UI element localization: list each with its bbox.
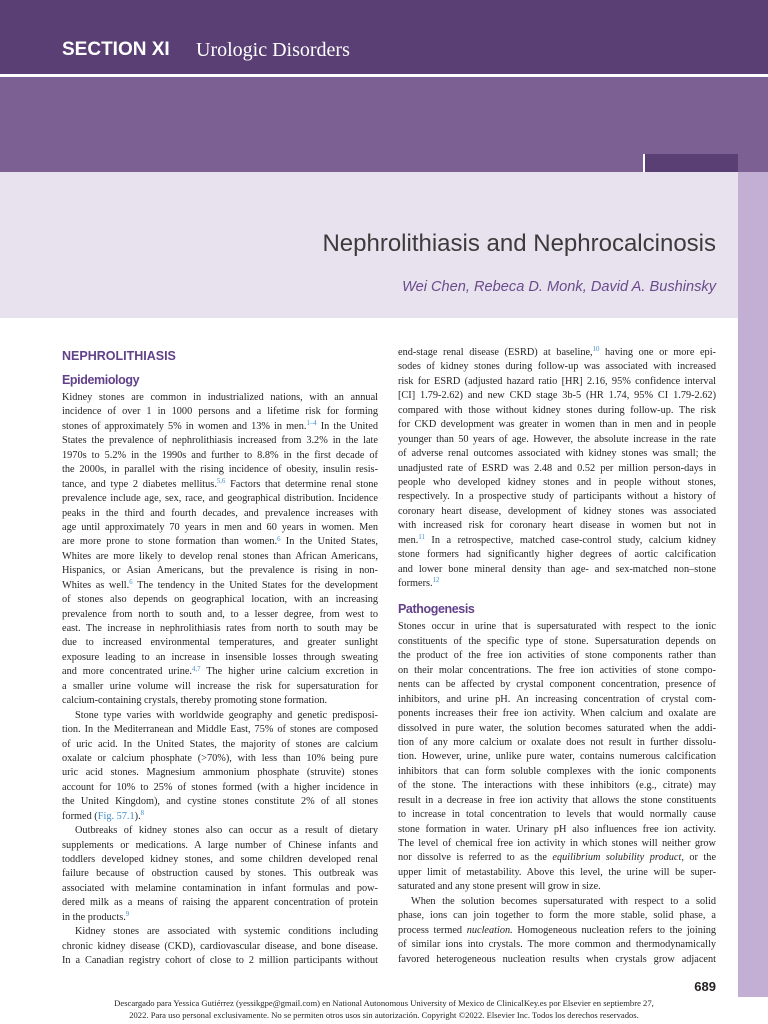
text-line bbox=[62, 752, 378, 766]
text-run: Factors that determine renal stone bbox=[225, 478, 378, 490]
text-run: Hispanics, or Asian Americans, but the prevalence is rising in non- bbox=[62, 565, 378, 577]
text-line bbox=[398, 476, 716, 490]
text-run: end-stage renal disease (ESRD) at baseline, bbox=[398, 347, 593, 358]
text-run: result in a decrease in free ion activity that allows the stone constituents bbox=[398, 794, 716, 806]
figure-link[interactable]: Fig. 57.1 bbox=[97, 810, 135, 822]
text-run: a smaller urine volume will increase the risk for supersaturation for bbox=[62, 680, 378, 692]
text-line bbox=[62, 824, 378, 838]
text-line bbox=[398, 490, 716, 504]
text-line bbox=[398, 678, 716, 692]
text-run: saturated and any stone present will grow in size. bbox=[398, 881, 601, 893]
text-line bbox=[62, 680, 378, 694]
page-number: 689 bbox=[694, 979, 716, 994]
section-label: SECTION XI bbox=[62, 39, 170, 60]
text-line bbox=[398, 360, 716, 374]
text-run: account for 10% to 25% of stones formed (with a higher incidence in bbox=[62, 781, 378, 793]
text-line bbox=[398, 664, 716, 678]
text-run: and lower bone mineral density than age- and sex-matched non–stone bbox=[398, 563, 716, 575]
text-run: and more concentrated urine. bbox=[62, 666, 193, 678]
text-line bbox=[398, 519, 716, 533]
text-line bbox=[398, 447, 716, 461]
text-line bbox=[62, 593, 378, 607]
section-header-band bbox=[0, 0, 768, 74]
text-run: Stones occur in urine that is supersaturated with respect to the ionic bbox=[398, 621, 716, 633]
text-line bbox=[62, 478, 378, 492]
text-line bbox=[62, 896, 378, 910]
text-run: The level of chemical free ion activity in which stones will neither grow bbox=[398, 838, 716, 849]
text-line bbox=[398, 880, 716, 894]
text-run: 1970s to 5.2% in the 1990s and further to 8.8% in the first decade of bbox=[62, 449, 378, 461]
text-line bbox=[398, 736, 716, 750]
text-run: of similar ions into crystals. The more common and thermodynamically bbox=[398, 939, 716, 951]
text-run: uric acid stones. Magnesium ammonium phosphate (struvite) stones bbox=[62, 767, 378, 779]
paragraph bbox=[62, 925, 378, 968]
text-line bbox=[398, 722, 716, 736]
text-line bbox=[398, 895, 716, 909]
text-line bbox=[398, 851, 716, 865]
text-run: stones of approximately 5% in women and 13% in men. bbox=[62, 420, 307, 432]
text-run: of uric acid. In the United States, the majority of stones are calcium bbox=[62, 738, 378, 750]
text-run: ). bbox=[134, 810, 141, 822]
text-line bbox=[62, 492, 378, 506]
citation-superscript[interactable]: 9 bbox=[125, 911, 130, 919]
text-line bbox=[398, 823, 716, 837]
text-run: formed ( bbox=[62, 810, 98, 822]
text-line bbox=[398, 938, 716, 952]
text-run: In a retrospective, matched case-control study, calcium kidney bbox=[424, 534, 716, 546]
text-line bbox=[62, 535, 378, 549]
text-run: [CI] 1.79-2.62) and new CKD stage 3b-5 (HR 1.74, 95% CI 1.79-2.62) bbox=[398, 390, 716, 402]
text-run: The tendency in the United States for the development bbox=[132, 579, 378, 591]
text-run: of adverse renal outcomes associated with kidney stones was small; the bbox=[398, 448, 716, 460]
text-run: prevalence include age, sex, race, and geographical distribution. Incidence bbox=[62, 493, 378, 505]
footer-line: Descargado para Yessica Gutiérrez (yessikgpe@gmail.com) en National Autonomous University of Mexico de ClinicalKey.es por Elsevier en septiembre 27, bbox=[114, 998, 654, 1008]
text-line bbox=[398, 620, 716, 634]
text-line bbox=[62, 622, 378, 636]
text-run: stone formation in water. Urinary pH also influences free ion activity. bbox=[398, 823, 716, 835]
text-run: compared with those without kidney stones during follow-up. The risk bbox=[398, 404, 716, 416]
text-run: nor dissolve is referred to as the bbox=[398, 852, 553, 864]
text-run: inhibitors that can form soluble complexes with the ionic components bbox=[398, 765, 716, 777]
text-run: Kidney stones are associated with systemic conditions including bbox=[75, 926, 378, 938]
text-run: associated with melamine contamination in infant formulas and pow- bbox=[62, 882, 378, 894]
text-run: tion. In the Mediterranean and Middle East, 75% of stones are composed bbox=[62, 724, 378, 736]
text-run: peaks in the third and fourth decades, and prevalence increases with bbox=[62, 507, 378, 519]
text-run: nents can be affected by crystal component concentration, presence of bbox=[398, 679, 716, 691]
text-run: constituents of the specific type of stone. Supersaturation depends on bbox=[398, 635, 716, 647]
text-run: process termed bbox=[398, 924, 467, 936]
text-line bbox=[62, 651, 378, 665]
text-line bbox=[62, 839, 378, 853]
text-line bbox=[398, 462, 716, 476]
text-run: on their molar concentrations. The free ion activities of stone compo- bbox=[398, 664, 716, 676]
paragraph bbox=[62, 824, 378, 925]
text-line bbox=[62, 709, 378, 723]
subsection-heading: Pathogenesis bbox=[398, 602, 475, 617]
text-run: coronary heart disease, development of kidney stones was associated bbox=[398, 505, 716, 517]
text-run: prevalence from north to south and, to a lesser degree, from west to bbox=[62, 608, 378, 620]
text-line bbox=[62, 882, 378, 896]
text-run: Whites as well. bbox=[62, 579, 130, 591]
text-run: exposure leading to an increase in insensible losses through sweating bbox=[62, 651, 378, 663]
text-run: sodes of kidney stones during follow-up was associated with increased bbox=[398, 361, 716, 373]
text-line bbox=[62, 694, 378, 708]
citation-superscript[interactable]: 5,6 bbox=[216, 478, 226, 486]
section-title: Urologic Disorders bbox=[196, 39, 350, 61]
chapter-band bbox=[0, 77, 768, 172]
side-tab-strip bbox=[738, 172, 768, 997]
text-run: tance, and type 2 diabetes mellitus. bbox=[62, 478, 217, 490]
paragraph bbox=[398, 895, 716, 967]
text-line bbox=[398, 837, 716, 851]
text-run: States the prevalence of nephrolithiasis increased from 3.2% in the late bbox=[62, 435, 378, 447]
text-run: the product of the free ion activities of stone components rather than bbox=[398, 650, 716, 662]
citation-superscript[interactable]: 6 bbox=[277, 535, 281, 543]
text-run: upper limit of metastability. Above this level, the urine will be super- bbox=[398, 866, 716, 878]
text-run: due to increased environmental temperatures, and greater sunlight bbox=[62, 637, 378, 649]
text-run: or the bbox=[683, 852, 716, 864]
text-run: stone formers had significantly higher degrees of aortic calcification bbox=[398, 549, 716, 561]
text-run: calcium-containing crystals, thereby promoting stone formation. bbox=[62, 695, 328, 707]
text-run: age until approximately 70 years in men and 60 years in women. Men bbox=[62, 521, 378, 533]
text-line bbox=[398, 707, 716, 721]
text-line bbox=[62, 449, 378, 463]
text-run: In the United States, bbox=[280, 536, 378, 548]
text-run: toddlers developed kidney stones, and some children developed renal bbox=[62, 854, 378, 865]
text-line bbox=[398, 693, 716, 707]
text-line bbox=[62, 391, 378, 405]
text-line bbox=[62, 738, 378, 752]
text-line bbox=[398, 563, 716, 577]
right-column bbox=[398, 346, 716, 967]
text-line bbox=[398, 953, 716, 967]
emphasis-text: nucleation. bbox=[466, 924, 513, 936]
paragraph bbox=[62, 391, 378, 709]
text-line bbox=[62, 521, 378, 535]
text-line bbox=[62, 911, 378, 925]
text-line bbox=[398, 404, 716, 418]
text-line bbox=[62, 940, 378, 954]
text-run: younger than 50 years of age. However, the absolute increase in the rate bbox=[398, 433, 716, 445]
text-line bbox=[62, 405, 378, 419]
text-line bbox=[62, 564, 378, 578]
citation-superscript[interactable]: 6 bbox=[129, 579, 133, 587]
text-line bbox=[398, 548, 716, 562]
text-run: In the United bbox=[316, 420, 378, 432]
text-run: respectively. In a prospective study of participants without a history of bbox=[398, 491, 716, 503]
text-line bbox=[398, 433, 716, 447]
text-line bbox=[398, 649, 716, 663]
citation-superscript[interactable]: 1–4 bbox=[306, 420, 317, 428]
text-line bbox=[398, 635, 716, 649]
text-line bbox=[398, 418, 716, 432]
text-line bbox=[62, 579, 378, 593]
text-line bbox=[62, 853, 378, 867]
text-line bbox=[398, 375, 716, 389]
text-run: In a Canadian registry cohort of close to 2 million participants without bbox=[62, 955, 378, 967]
footer-line: 2022. Para uso personal exclusivamente. No se permiten otros usos sin autorización. Copyright ©2022. Elsevier Inc. Todos los derechos reservados. bbox=[129, 1010, 639, 1020]
text-line bbox=[62, 420, 378, 434]
text-run: of stones also depends on geographical location, with an increasing bbox=[62, 594, 378, 606]
text-run: When the solution becomes supersaturated with respect to a solid bbox=[411, 895, 716, 907]
text-line bbox=[398, 808, 716, 822]
text-line bbox=[62, 665, 378, 679]
text-run: to increase in total concentration to levels that would normally cause bbox=[398, 809, 716, 821]
text-run: incidence of over 1 in 1000 persons and a lifetime risk for forming bbox=[62, 406, 378, 418]
text-run: of the stone. The interactions with these inhibitors (e.g., citrate) may bbox=[398, 780, 716, 792]
text-line bbox=[62, 507, 378, 521]
text-line bbox=[62, 867, 378, 881]
text-line bbox=[62, 463, 378, 477]
footer-copyright bbox=[0, 997, 768, 1021]
section-heading: NEPHROLITHIASIS bbox=[62, 349, 176, 363]
text-line bbox=[398, 389, 716, 403]
paragraph bbox=[398, 346, 716, 591]
text-line bbox=[398, 866, 716, 880]
text-run: inhibitors, and urine pH. An increasing concentration of crystal com- bbox=[398, 693, 716, 705]
citation-superscript[interactable]: 8 bbox=[140, 810, 145, 818]
text-line bbox=[398, 909, 716, 923]
text-run: supplements or medications. A large number of Chinese infants and bbox=[62, 839, 378, 851]
text-line bbox=[398, 750, 716, 764]
citation-superscript[interactable]: 4,7 bbox=[192, 665, 201, 673]
text-line bbox=[398, 346, 716, 360]
text-line bbox=[398, 534, 716, 548]
text-run: Homogeneous nucleation refers to the joining bbox=[512, 924, 716, 936]
text-run: failure because of obstruction caused by stones. This outbreak was bbox=[62, 868, 378, 880]
citation-superscript[interactable]: 10 bbox=[592, 346, 600, 354]
text-run: for CKD development was greater in women than in men and in people bbox=[398, 419, 716, 431]
text-run: Outbreaks of kidney stones also can occur as a result of dietary bbox=[75, 825, 378, 837]
text-line bbox=[62, 810, 378, 824]
citation-superscript[interactable]: 12 bbox=[432, 577, 440, 585]
text-run: people who developed kidney stones and in people without stones, bbox=[398, 476, 716, 488]
text-line bbox=[62, 608, 378, 622]
text-run: phase, ions can join together to form the more stable, solid phase, a bbox=[398, 910, 716, 922]
text-line bbox=[62, 723, 378, 737]
text-run: tion of any more calcium or oxalate does not result in further dissolu- bbox=[398, 736, 716, 748]
subsection-heading: Epidemiology bbox=[62, 373, 140, 387]
text-line bbox=[398, 505, 716, 519]
text-line bbox=[62, 795, 378, 809]
text-run: dered milk as a means of raising the apparent concentration of protein bbox=[62, 897, 378, 909]
text-run: unadjusted rate of ESRD was 2.48 and 0.52 per million person-days in bbox=[398, 462, 716, 474]
text-line bbox=[62, 550, 378, 564]
text-run: dissolved in pure water, the solution becomes saturated when the addi- bbox=[398, 722, 716, 734]
text-run: the United Kingdom), and cystine stones constitute 2% of all stones bbox=[62, 796, 378, 808]
text-run: are more prone to stone formation than women. bbox=[62, 536, 278, 548]
text-line bbox=[62, 925, 378, 939]
citation-superscript[interactable]: 11 bbox=[418, 534, 425, 542]
text-line bbox=[398, 577, 716, 591]
text-run: having one or more epi- bbox=[599, 347, 716, 358]
text-line bbox=[398, 924, 716, 938]
text-run: tion. However, urine, unlike pure water, contains numerous calcification bbox=[398, 751, 716, 763]
text-run: the 2000s, in parallel with the rising incidence of obesity, insulin resis- bbox=[62, 464, 378, 476]
text-line bbox=[398, 765, 716, 779]
text-run: in the products. bbox=[62, 911, 126, 923]
text-run: Stone type varies with worldwide geography and genetic predisposi- bbox=[75, 709, 378, 721]
text-run: east. The increase in nephrolithiasis rates from north to south may be bbox=[62, 623, 378, 634]
text-line bbox=[62, 766, 378, 780]
text-run: ponents increases their free ion activity. When calcium and oxalate are bbox=[398, 708, 716, 720]
paragraph bbox=[398, 620, 716, 894]
text-run: formers. bbox=[398, 578, 433, 589]
text-line bbox=[62, 781, 378, 795]
text-run: with increased risk for coronary heart disease in women but not in bbox=[398, 520, 716, 532]
text-run: Kidney stones are common in industrialized nations, with an annual bbox=[62, 392, 378, 403]
left-column bbox=[62, 348, 378, 969]
paragraph bbox=[62, 709, 378, 825]
text-run: chronic kidney disease (CKD), cardiovascular disease, and bone disease. bbox=[62, 940, 378, 952]
text-run: favored heterogeneous nucleation results when crystals grow adjacent bbox=[398, 953, 716, 965]
text-line bbox=[398, 794, 716, 808]
text-run: Whites are more likely to develop renal stones than African Americans, bbox=[62, 550, 378, 562]
text-line bbox=[62, 434, 378, 448]
text-line bbox=[62, 636, 378, 650]
chapter-authors: Wei Chen, Rebeca D. Monk, David A. Bushinsky bbox=[402, 279, 716, 295]
chapter-title: Nephrolithiasis and Nephrocalcinosis bbox=[322, 230, 716, 257]
text-line bbox=[398, 779, 716, 793]
text-run: risk for ESRD (adjusted hazard ratio [HR] 2.16, 95% confidence interval bbox=[398, 375, 716, 387]
text-run: oxalate or calcium phosphate (>70%), with less than 10% being pure bbox=[62, 752, 378, 764]
text-run: men. bbox=[398, 534, 419, 546]
emphasis-text: equilibrium solubility product, bbox=[552, 852, 684, 864]
text-run: The higher urine calcium excretion in bbox=[200, 666, 378, 678]
text-line bbox=[62, 954, 378, 968]
